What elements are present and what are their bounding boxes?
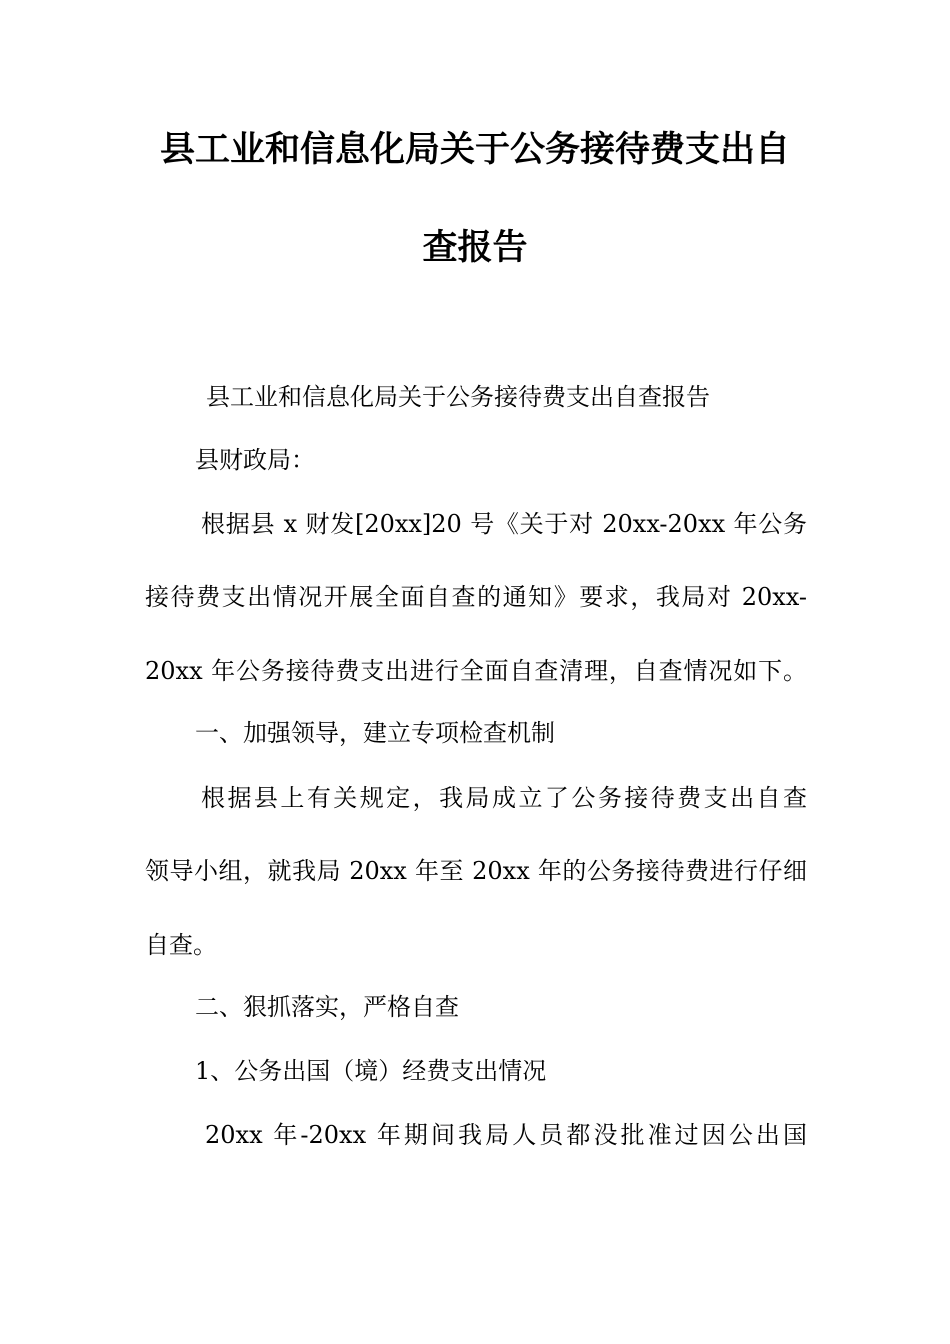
section-heading-2: 二、狠抓落实，严格自查: [195, 993, 459, 1021]
paragraph-1-line-2: 接待费支出情况开展全面自查的通知》要求，我局对 20xx-: [145, 583, 807, 611]
document-subtitle: 县工业和信息化局关于公务接待费支出自查报告: [206, 383, 710, 411]
section-heading-1: 一、加强领导，建立专项检查机制: [195, 719, 555, 747]
paragraph-2-line-2: 领导小组，就我局 20xx 年至 20xx 年的公务接待费进行仔细: [145, 857, 807, 885]
document-title-line-1: 县工业和信息化局关于公务接待费支出自: [159, 130, 790, 170]
paragraph-1-line-3: 20xx 年公务接待费支出进行全面自查清理，自查情况如下。: [145, 657, 807, 685]
paragraph-2-line-1: 根据县上有关规定，我局成立了公务接待费支出自查: [201, 784, 807, 812]
paragraph-3-line-1: 20xx 年-20xx 年期间我局人员都没批准过因公出国: [205, 1121, 807, 1149]
document-title-line-2: 查报告: [422, 228, 528, 268]
paragraph-2-line-3: 自查。: [145, 931, 217, 959]
subsection-heading-1: 1、公务出国（境）经费支出情况: [195, 1057, 547, 1085]
salutation: 县财政局：: [195, 446, 315, 474]
paragraph-1-line-1: 根据县 x 财发[20xx]20 号《关于对 20xx-20xx 年公务: [201, 510, 807, 538]
